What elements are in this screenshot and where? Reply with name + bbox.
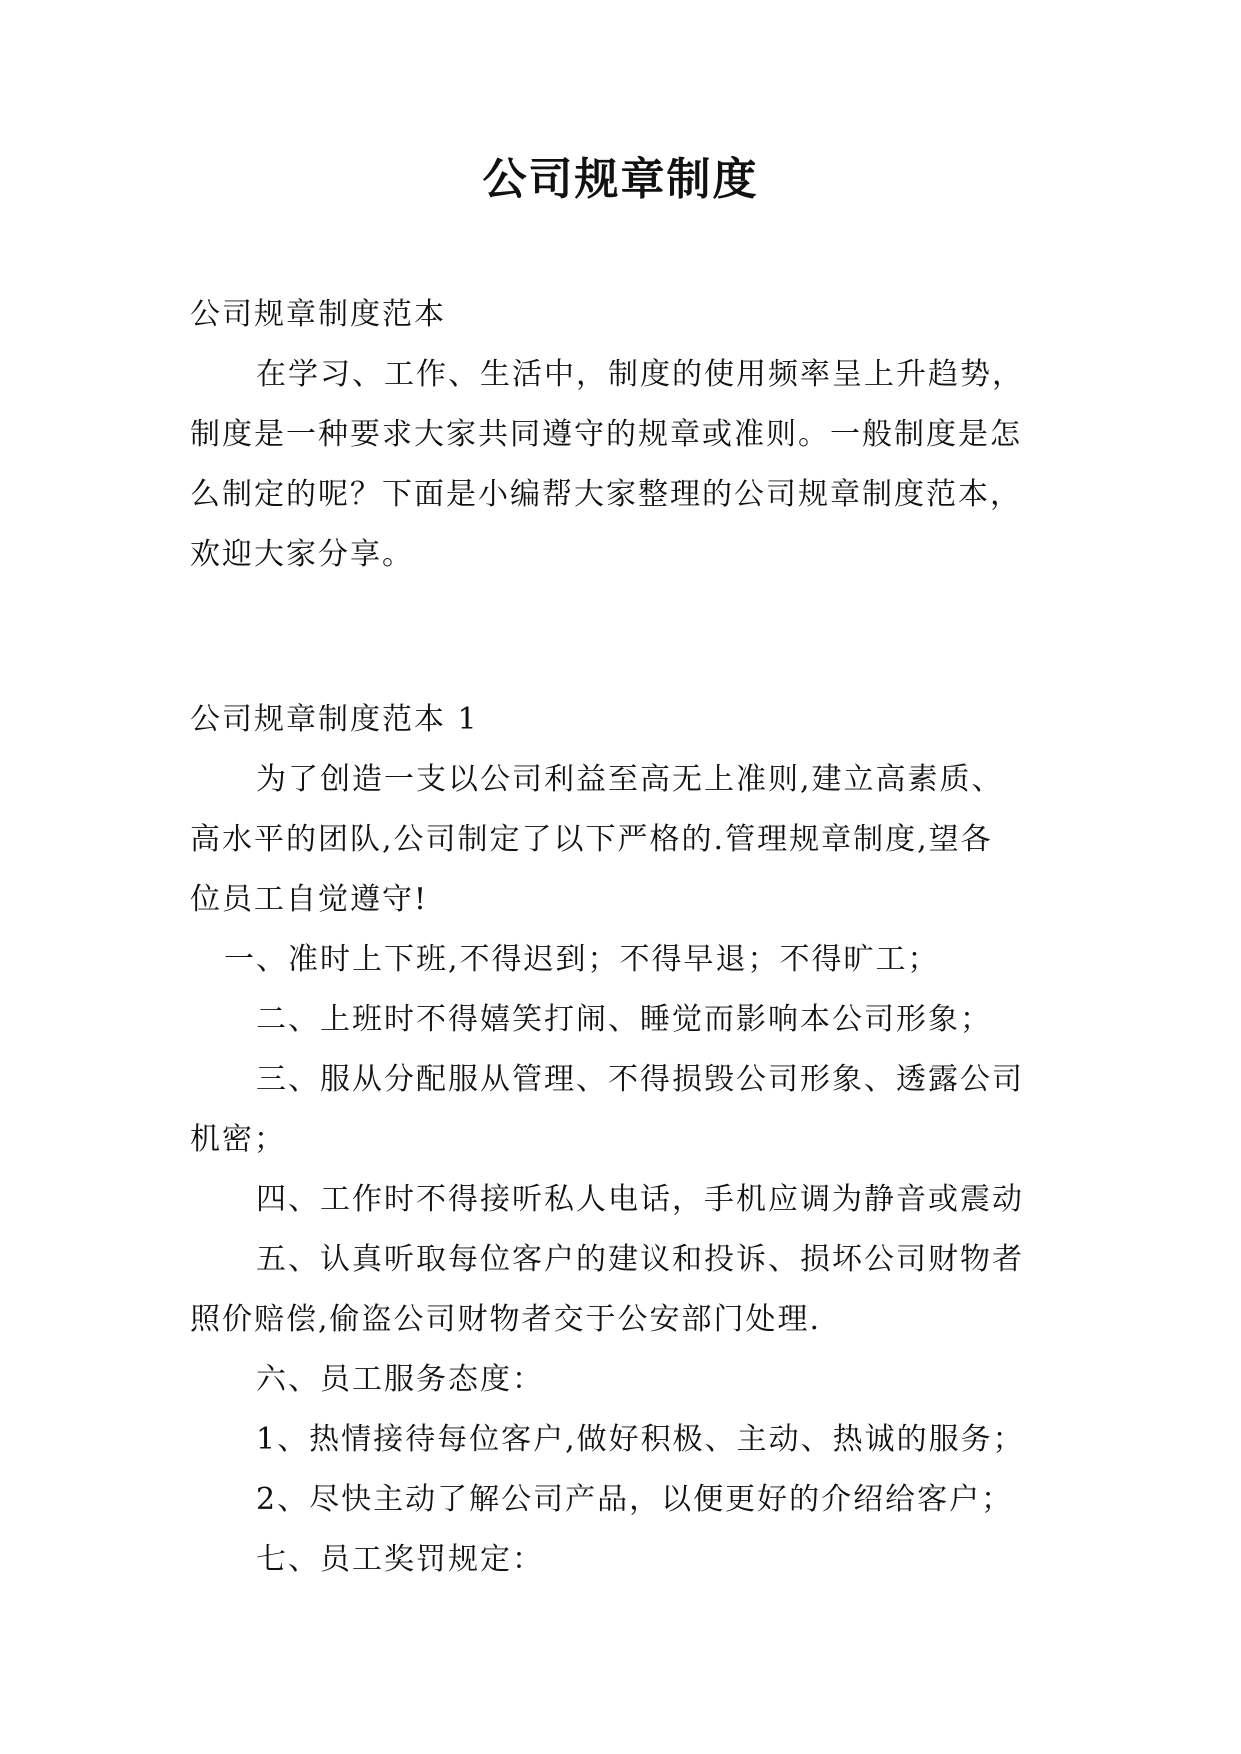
section-heading: 公司规章制度范本 (190, 297, 446, 332)
rule-5-line-1: 五、认真听取每位客户的建议和投诉、损坏公司财物者 (256, 1242, 1024, 1277)
rule-3-line-2: 机密； (190, 1122, 286, 1157)
intro-section (190, 285, 1070, 585)
rule-6-item-1: 1、热情接待每位客户,做好积极、主动、热诚的服务； (256, 1422, 1025, 1457)
intro-line-2: 制度是一种要求大家共同遵守的规章或准则。一般制度是怎 (190, 417, 1022, 452)
sample-1-heading: 公司规章制度范本 1 (190, 702, 479, 737)
rule-1: 一、准时上下班,不得迟到；不得早退；不得旷工； (224, 942, 940, 977)
sample-1-intro-line-2: 高水平的团队,公司制定了以下严格的.管理规章制度,望各 (190, 822, 993, 857)
rule-4: 四、工作时不得接听私人电话，手机应调为静音或震动 (256, 1182, 1024, 1217)
rule-6: 六、员工服务态度： (256, 1362, 544, 1397)
intro-line-3: 么制定的呢？下面是小编帮大家整理的公司规章制度范本， (190, 477, 1022, 512)
rule-7: 七、员工奖罚规定： (256, 1542, 544, 1577)
rule-2: 二、上班时不得嬉笑打闹、睡觉而影响本公司形象； (256, 1002, 992, 1037)
intro-line-4: 欢迎大家分享。 (190, 537, 414, 572)
sample-1-intro-line-3: 位员工自觉遵守! (190, 882, 429, 917)
intro-line-1: 在学习、工作、生活中，制度的使用频率呈上升趋势， (256, 357, 1024, 392)
sample-1-section (190, 690, 1070, 1590)
document-title: 公司规章制度 (482, 154, 759, 205)
rule-6-item-2: 2、尽快主动了解公司产品，以便更好的介绍给客户； (256, 1482, 1014, 1517)
rule-5-line-2: 照价赔偿,偷盗公司财物者交于公安部门处理. (190, 1302, 822, 1337)
rule-3-line-1: 三、服从分配服从管理、不得损毁公司形象、透露公司 (256, 1062, 1024, 1097)
sample-1-intro-line-1: 为了创造一支以公司利益至高无上准则,建立高素质、 (256, 762, 1004, 797)
